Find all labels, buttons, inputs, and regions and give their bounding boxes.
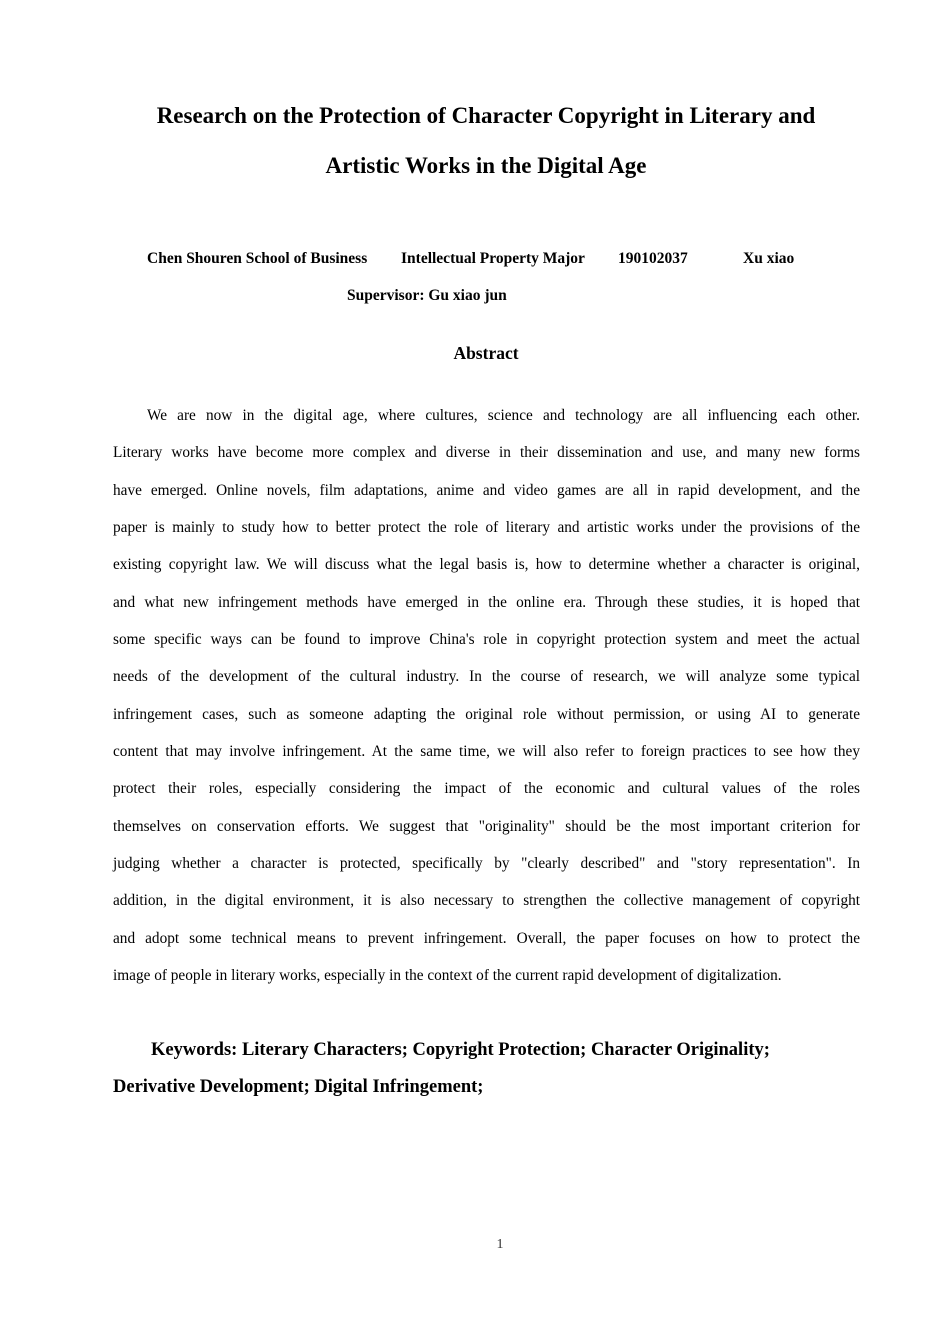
abstract-line: judging whether a character is protected, specifically by "clearly described" and "story representation". In: [113, 855, 860, 873]
abstract-line: needs of the development of the cultural industry. In the course of research, we will analyze some typical: [113, 668, 860, 686]
keywords-line-2: Derivative Development; Digital Infringement;: [113, 1077, 484, 1097]
abstract-line: and what new infringement methods have emerged in the online era. Through these studies, it is hoped that: [113, 593, 860, 611]
abstract-line: image of people in literary works, especially in the context of the current rapid development of digitalization.: [113, 967, 782, 985]
abstract-body: [113, 397, 860, 995]
abstract-line: and adopt some technical means to prevent infringement. Overall, the paper focuses on how to protect the: [113, 929, 860, 947]
paper-title-line-2: Artistic Works in the Digital Age: [325, 153, 647, 178]
abstract-line: addition, in the digital environment, it is also necessary to strengthen the collective management of copyright: [113, 892, 860, 910]
abstract-line: some specific ways can be found to improve China's role in copyright protection system and meet the actual: [113, 631, 860, 649]
abstract-line: existing copyright law. We will discuss what the legal basis is, how to determine whether a character is original,: [113, 556, 860, 574]
page-number: 1: [496, 1237, 504, 1252]
author-name: Xu xiao: [743, 250, 795, 267]
abstract-line: protect their roles, especially considering the impact of the economic and cultural values of the roles: [113, 780, 860, 798]
author-major: Intellectual Property Major: [401, 250, 585, 267]
keywords: [113, 1032, 873, 1106]
keywords-line-1: Keywords: Literary Characters; Copyright Protection; Character Originality;: [151, 1040, 770, 1060]
author-school: Chen Shouren School of Business: [147, 250, 368, 267]
paper-title-line-1: Research on the Protection of Character Copyright in Literary and: [156, 103, 816, 128]
abstract-line: have emerged. Online novels, film adaptations, anime and video games are all in rapid development, and the: [113, 481, 860, 499]
author-student-id: 190102037: [618, 250, 688, 267]
abstract-line: We are now in the digital age, where cultures, science and technology are all influencing each other.: [147, 407, 860, 424]
author-info: [147, 249, 794, 269]
abstract-line: infringement cases, such as someone adapting the original role without permission, or using AI to generate: [113, 705, 860, 723]
abstract-line: Literary works have become more complex and diverse in their dissemination and use, and many new forms: [113, 444, 860, 462]
abstract-line: themselves on conservation efforts. We suggest that "originality" should be the most important criterion for: [113, 817, 860, 835]
abstract-heading: Abstract: [453, 343, 519, 363]
abstract-line: paper is mainly to study how to better protect the role of literary and artistic works under the provisions of the: [113, 519, 860, 537]
supervisor: Supervisor: Gu xiao jun: [347, 287, 507, 304]
abstract-line: content that may involve infringement. At the same time, we will also refer to foreign practices to see how they: [113, 743, 860, 761]
